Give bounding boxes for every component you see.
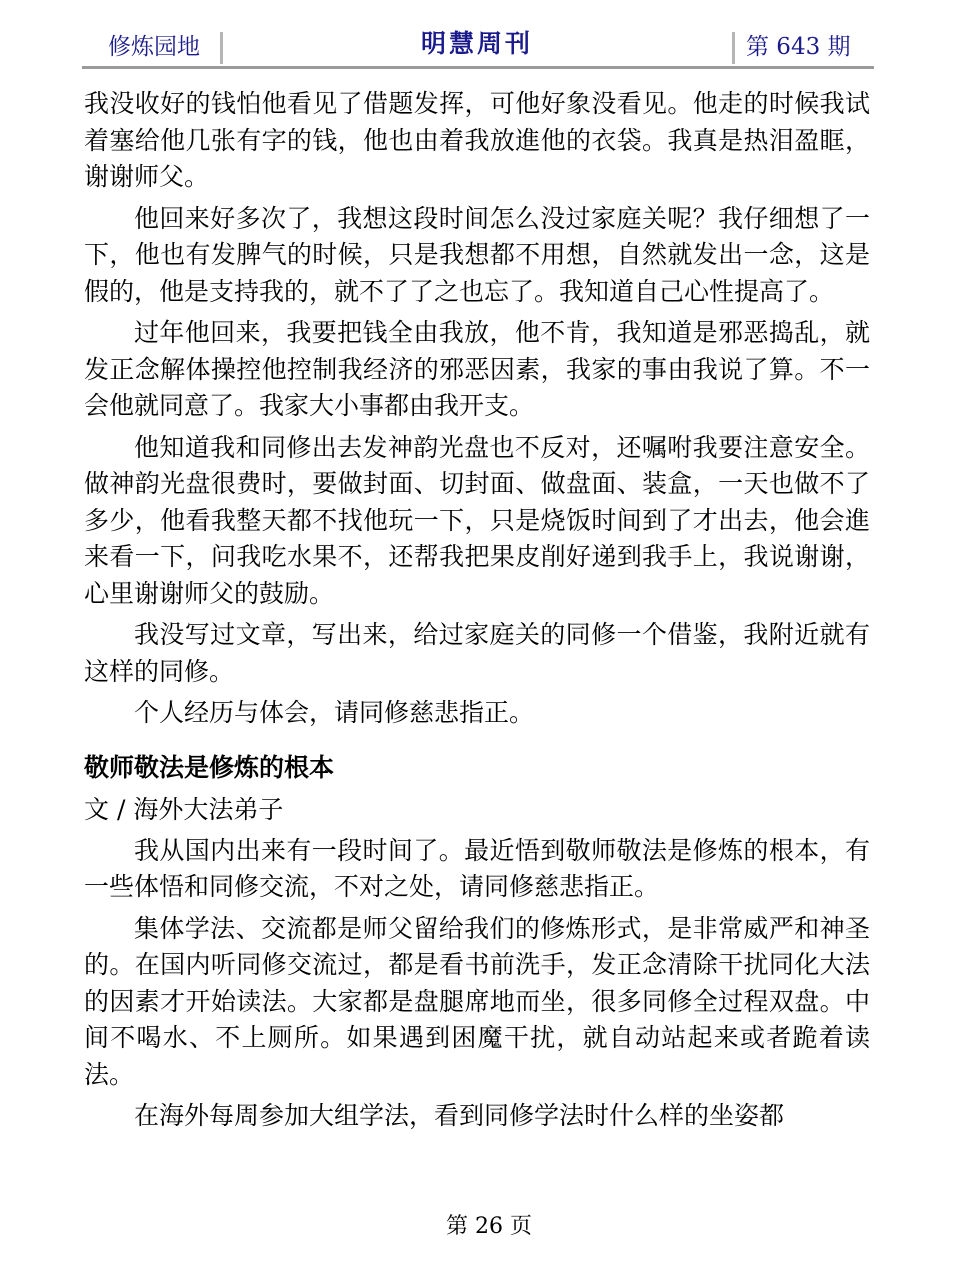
page-header	[82, 22, 874, 66]
issue-number: 第 643 期	[746, 34, 851, 60]
paragraph: 我没写过文章，写出来，给过家庭关的同修一个借鉴，我附近就有这样的同修。	[84, 620, 870, 686]
article-title: 敬师敬法是修炼的根本	[84, 752, 335, 782]
header-rule	[82, 66, 874, 69]
paragraph: 过年他回来，我要把钱全由我放，他不肯，我知道是邪恶捣乱，就发正念解体操控他控制我经济的邪恶因素，我家的事由我说了算。不一会他就同意了。我家大小事都由我开支。	[84, 318, 870, 420]
header-section-label: 修炼园地	[108, 34, 200, 60]
header-divider-right	[732, 32, 735, 64]
article-byline: 文 / 海外大法弟子	[84, 795, 284, 824]
paragraph: 个人经历与体会，请同修慈悲指正。	[134, 698, 535, 727]
publication-title: 明慧周刊	[420, 29, 533, 58]
paragraph: 他知道我和同修出去发神韵光盘也不反对，还嘱咐我要注意安全。做神韵光盘很费时，要做封面、切封面、做盘面、装盒，一天也做不了多少，他看我整天都不找他玩一下，只是烧饭时间到了才出去，他会進来看一下，问我吃水果不，还帮我把果皮削好递到我手上，我说谢谢，心里谢谢师父的鼓励。	[84, 432, 870, 608]
paragraph: 我从国内出来有一段时间了。最近悟到敬师敬法是修炼的根本，有一些体悟和同修交流，不对之处，请同修慈悲指正。	[84, 835, 870, 901]
article-content	[84, 86, 870, 1140]
paragraph: 他回来好多次了，我想这段时间怎么没过家庭关呢？我仔细想了一下，他也有发脾气的时候，只是我想都不用想，自然就发出一念，这是假的，他是支持我的，就不了了之也忘了。我知道自己心性提高了。	[84, 203, 870, 306]
paragraph: 我没收好的钱怕他看见了借题发挥，可他好象没看见。他走的时候我试着塞给他几张有字的钱，他也由着我放進他的衣袋。我真是热泪盈眶，谢谢师父。	[84, 89, 870, 191]
header-divider-left	[220, 32, 223, 64]
paragraph: 在海外每周参加大组学法，看到同修学法时什么样的坐姿都	[134, 1101, 785, 1130]
page-number: 第 26 页	[446, 1214, 532, 1239]
paragraph: 集体学法、交流都是师父留给我们的修炼形式，是非常威严和神圣的。在国内听同修交流过，都是看书前洗手，发正念清除干扰同化大法的因素才开始读法。大家都是盘腿席地而坐，很多同修全过程双盘。中间不喝水、不上厕所。如果遇到困魔干扰，就自动站起来或者跪着读法。	[84, 913, 870, 1089]
